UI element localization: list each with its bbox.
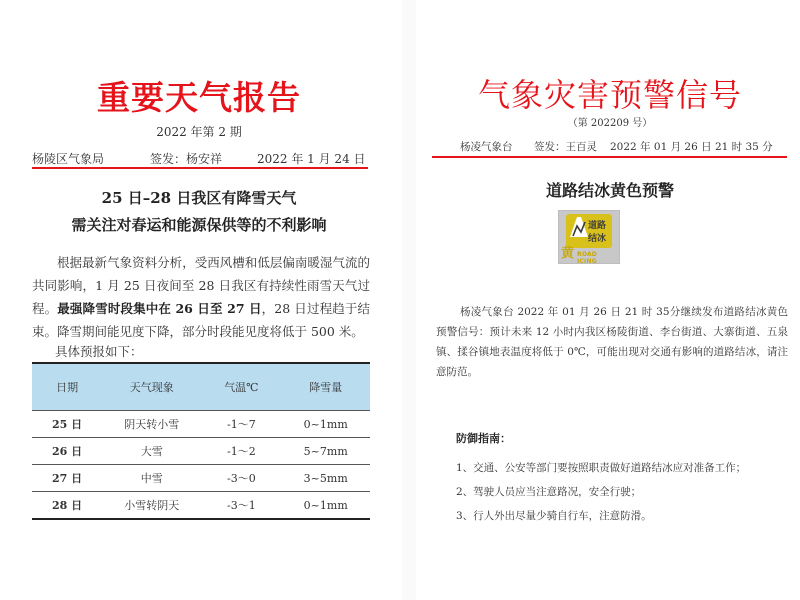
cell-date: 26 日 [32, 438, 102, 465]
warning-number: （第 202209 号） [567, 118, 653, 129]
cell-date: 28 日 [32, 492, 102, 520]
weather-report-document [0, 0, 398, 600]
cell-temp: -1～7 [201, 411, 281, 438]
col-snowfall: 降雪量 [281, 363, 370, 411]
report-paragraph [32, 251, 370, 343]
warning-body: 杨凌气象台 2022 年 01 月 26 日 21 时 35分继续发布道路结冰黄色预警信号：预计未来 12 小时内我区杨陵街道、李台街道、大寨街道、五泉镇、揉谷镇地表温度将低于 0℃，可能出现对交通有影响的道路结冰，请注意防范。 [436, 306, 788, 378]
warning-signal-document [420, 0, 800, 600]
guide-item: 2、驾驶人员应当注意路况，安全行驶； [456, 486, 642, 498]
cell-snowfall: 0~1mm [281, 492, 370, 520]
red-divider [432, 156, 787, 158]
cell-temp: -1～2 [201, 438, 281, 465]
road-icing-yellow-sign [558, 210, 620, 264]
cell-temp: -3～1 [201, 492, 281, 520]
cell-weather: 小雪转阴天 [102, 492, 201, 520]
cell-date: 27 日 [32, 465, 102, 492]
forecast-table [32, 362, 370, 520]
cell-weather: 中雪 [102, 465, 201, 492]
sign-text-line1: 道路 [588, 221, 607, 231]
report-title: 重要天气报告 [97, 78, 301, 117]
col-date: 日期 [32, 363, 102, 411]
guide-item: 1、交通、公安等部门要按照职责做好道路结冰应对准备工作； [456, 462, 747, 474]
table-row [32, 492, 370, 520]
page-gap [402, 0, 416, 600]
issuing-org: 杨陵区气象局 [32, 152, 105, 166]
red-divider [32, 167, 368, 169]
signer: 签发：杨安祥 [150, 152, 223, 166]
paragraph-emphasis: 最强降雪时段集中在 26 日至 27 日 [57, 301, 262, 316]
warning-heading: 道路结冰黄色预警 [545, 181, 674, 200]
sign-english-label: ROAD ICING [577, 251, 597, 265]
cell-snowfall: 3~5mm [281, 465, 370, 492]
table-row [32, 438, 370, 465]
signer: 签发：王百灵 [534, 141, 597, 153]
sign-tile [566, 214, 612, 248]
cell-snowfall: 5~7mm [281, 438, 370, 465]
issuing-org: 杨凌气象台 [460, 141, 513, 153]
col-weather: 天气现象 [102, 363, 201, 411]
issue-number: 2022 年第 2 期 [156, 125, 242, 139]
sign-text-line2: 结冰 [588, 234, 607, 244]
sign-level-char: 黄 [561, 246, 575, 261]
forecast-intro: 具体预报如下： [55, 344, 143, 359]
issue-date: 2022 年 1 月 24 日 [257, 152, 366, 166]
issue-datetime: 2022 年 01 月 26 日 21 时 35 分 [610, 141, 773, 153]
table-row [32, 465, 370, 492]
defense-guide-title: 防御指南： [456, 432, 511, 445]
paragraph-text-b: ，28 日过程趋于结束。降雪期间能见度下降，部分时段能见度将低于 500 米。 [32, 301, 370, 339]
cell-weather: 大雪 [102, 438, 201, 465]
guide-item: 3、行人外出尽量少骑自行车，注意防滑。 [456, 510, 652, 522]
headline-line-1: 25 日–28 日我区有降雪天气 [101, 189, 297, 207]
table-row [32, 411, 370, 438]
headline-line-2: 需关注对春运和能源保供等的不利影响 [71, 216, 327, 234]
cell-date: 25 日 [32, 411, 102, 438]
paragraph-text-a: 根据最新气象资料分析，受西风槽和低层偏南暖湿气流的共同影响，1 月 25 日夜间至 28 日我区有持续性雨雪天气过程。 [32, 255, 370, 316]
road-icon [569, 216, 589, 238]
cell-weather: 阴天转小雪 [102, 411, 201, 438]
col-temp: 气温℃ [201, 363, 281, 411]
warning-title: 气象灾害预警信号 [477, 76, 742, 114]
cell-temp: -3～0 [201, 465, 281, 492]
cell-snowfall: 0~1mm [281, 411, 370, 438]
table-header-row [32, 363, 370, 411]
